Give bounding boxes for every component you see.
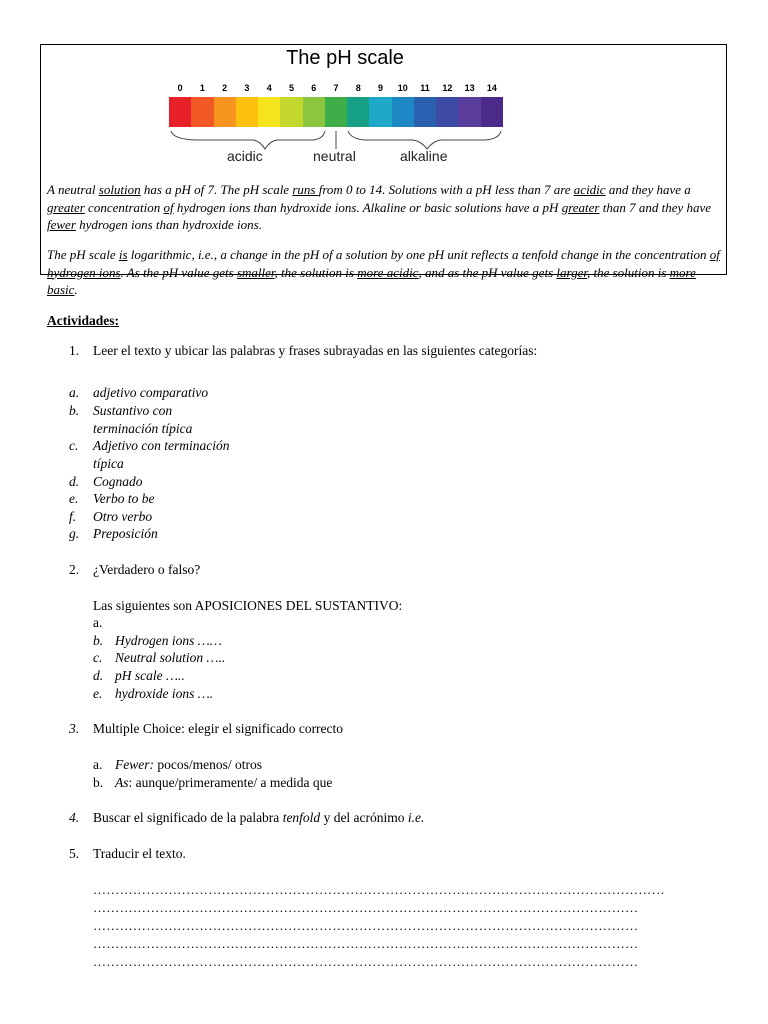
q2-text: ¿Verdadero o falso? [93,562,201,577]
underlined-term: of [163,199,174,215]
ph-color-cell-13 [458,97,480,127]
q2-item-d-text: pH scale ….. [115,668,185,683]
cat-e-letter: e. [69,491,79,506]
ph-color-cell-11 [414,97,436,127]
neutral-label: neutral [313,148,356,164]
q2-item-e-text: hydroxide ions …. [115,686,214,701]
answer-line-5[interactable]: …………………………………………………………………………………………………………… [93,954,639,969]
q3-a-word: Fewer: [115,757,154,772]
text-segment: logarithmic, i.e., a change in the pH of a solution by one pH unit reflects a tenfold change in the concentration [127,247,710,262]
ph-color-cell-4 [258,97,280,127]
cat-g-letter: g. [69,526,80,541]
answer-line-4[interactable]: …………………………………………………………………………………………………………… [93,936,639,951]
ph-color-cell-2 [214,97,236,127]
q3-a-letter: a. [93,757,103,772]
ph-number-2: 2 [222,83,228,93]
q4-text [93,810,424,826]
paragraph-neutral-solution [47,181,721,234]
text-segment: , the solution is [274,264,358,280]
q2-item-e-letter: e. [93,686,103,701]
ph-color-cell-9 [369,97,391,127]
answer-line-3[interactable]: …………………………………………………………………………………………………………… [93,918,639,933]
text-segment: has a pH of 7. The pH scale [140,182,293,197]
q3-b-choices: : aunque/primeramente/ a medida que [128,775,333,790]
q2-intro: Las siguientes son APOSICIONES DEL SUSTANTIVO: [93,598,403,613]
cat-f-text: Otro verbo [93,509,153,524]
ph-color-cell-7 [325,97,347,127]
text-segment: hydrogen ions than hydroxide ions. [75,217,262,232]
alkaline-label: alkaline [400,148,448,164]
q2-item-c-text: Neutral solution ….. [115,650,226,665]
q4-word-ie: i.e. [407,810,425,825]
acidic-label: acidic [227,148,263,164]
ph-color-cell-12 [436,97,458,127]
q3-b-option [115,775,332,791]
paragraph-logarithmic [47,246,721,299]
ph-number-6: 6 [311,83,317,93]
q5-number: 5. [69,846,80,861]
q3-text: Multiple Choice: elegir el significado correcto [93,721,344,736]
figure-title: The pH scale [286,47,404,69]
acidic-brace [171,131,325,149]
ph-color-cell-1 [191,97,213,127]
q1-text: Leer el texto y ubicar las palabras y frases subrayadas en las siguientes categorías: [93,343,538,358]
q2-item-c-letter: c. [93,650,103,665]
underlined-term: smaller [236,264,275,280]
ph-text-box [40,44,727,297]
ph-color-bar [169,97,503,127]
underlined-term: more acidic [357,264,419,280]
text-segment: than 7 and they have [599,199,712,215]
q2-item-b-letter: b. [93,633,104,648]
q2-item-d-letter: d. [93,668,104,683]
cat-f-letter: f. [69,509,77,524]
ph-number-12: 12 [442,83,453,93]
text-segment: from 0 to 14. Solutions with a pH less than 7 are [318,182,574,197]
ph-color-cell-6 [303,97,325,127]
cat-c-text-1: Adjetivo con terminación [93,438,230,453]
cat-b-text-2: terminación típica [93,421,193,436]
ph-color-cell-8 [347,97,369,127]
q3-a-option [115,757,262,773]
cat-c-letter: c. [69,438,79,453]
cat-d-letter: d. [69,474,80,489]
q4-word-tenfold: tenfold [282,810,321,825]
q2-number: 2. [69,562,80,577]
ph-number-11: 11 [420,83,430,93]
q5-text: Traducir el texto. [93,846,186,861]
cat-e-text: Verbo to be [93,491,155,506]
q3-b-letter: b. [93,775,104,790]
q4-mid: y del acrónimo [320,810,408,825]
ph-number-4: 4 [266,83,272,93]
alkaline-brace [348,131,501,149]
text-segment: , and as the pH value gets [418,264,557,280]
ph-color-cell-0 [169,97,191,127]
text-segment: concentration [84,199,164,215]
ph-color-cell-14 [481,97,503,127]
cat-d-text: Cognado [93,474,143,489]
underlined-term: greater [561,199,600,215]
ph-color-cell-5 [280,97,302,127]
underlined-term: acidic [573,182,606,197]
ph-number-8: 8 [355,83,361,93]
ph-number-1: 1 [199,83,205,93]
text-segment: hydrogen ions than hydroxide ions. Alkaline or basic solutions have a pH [173,199,562,215]
underlined-term: of hydrogen ions [47,247,720,280]
text-segment: . [74,282,78,297]
ph-number-0: 0 [177,83,183,93]
text-segment: A neutral [47,182,99,197]
activities-heading: Actividades: [47,313,119,328]
cat-a-letter: a. [69,385,80,400]
underlined-term: larger [556,264,587,280]
ph-number-5: 5 [288,83,294,93]
q2-item-b-text: Hydrogen ions …… [115,633,222,648]
q3-number: 3. [69,721,80,736]
q3-a-choices: pocos/menos/ otros [153,757,262,772]
q2-item-a-letter: a. [93,615,103,630]
ph-number-10: 10 [397,83,408,93]
ph-number-14: 14 [486,83,497,93]
text-segment: The pH scale [47,247,119,262]
underlined-term: greater [47,199,85,215]
underlined-term: runs [292,182,319,197]
text-segment: and they have a [605,182,691,197]
cat-b-letter: b. [69,403,80,418]
underlined-term: solution [98,182,141,197]
cat-g-text: Preposición [93,526,158,541]
cat-a-text: adjetivo comparativo [93,385,209,400]
cat-c-text-2: típica [93,456,124,471]
ph-color-cell-3 [236,97,258,127]
q4-number: 4. [69,810,80,825]
text-segment: . As the pH value gets [120,264,237,280]
ph-number-7: 7 [333,83,339,93]
ph-scale-figure [165,45,525,169]
underlined-term: fewer [47,217,76,232]
underlined-term: is [118,247,128,262]
ph-color-cell-10 [392,97,414,127]
ph-number-row [169,83,503,93]
underlined-term: more basic [47,264,696,297]
cat-b-text-1: Sustantivo con [93,403,173,418]
text-segment: , the solution is [586,264,670,280]
ph-number-9: 9 [378,83,384,93]
ph-number-3: 3 [244,83,250,93]
q3-b-word: As [115,775,129,790]
ph-number-13: 13 [464,83,475,93]
q4-pre: Buscar el significado de la palabra [93,810,283,825]
q1-number: 1. [69,343,80,358]
answer-line-1[interactable]: ………………………………………………………………………………………………………………… [93,882,665,897]
answer-line-2[interactable]: …………………………………………………………………………………………………………… [93,900,639,915]
